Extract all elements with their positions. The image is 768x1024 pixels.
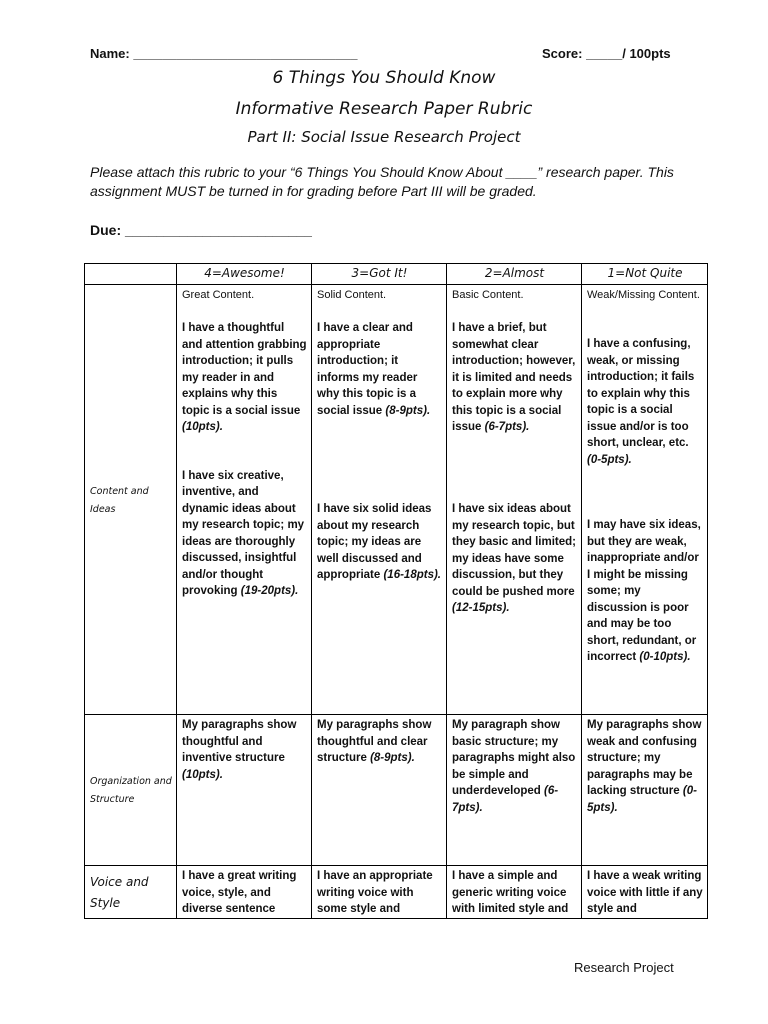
content-row [85, 285, 708, 715]
organization-cell-1: My paragraphs show weak and confusing structure; my paragraphs may be lacking structure (0-5pts). [582, 715, 708, 866]
voice-row [85, 866, 708, 919]
voice-cell-4: I have a great writing voice, style, and diverse sentence [177, 866, 312, 919]
voice-cell-1: I have a weak writing voice with little if any style and [582, 866, 708, 919]
header-blank-cell [85, 264, 177, 285]
organization-row-label: Organization and Structure [85, 715, 177, 866]
name-field-label: Name: _______________________________ [90, 46, 358, 61]
organization-cell-3: My paragraphs show thoughtful and clear structure (8-9pts). [312, 715, 447, 866]
organization-row [85, 715, 708, 866]
category-label: Basic Content. [452, 289, 524, 301]
title-line-3: Part II: Social Issue Research Project [247, 128, 521, 146]
intro-criteria: I have a confusing, weak, or missing introduction; it fails to explain why this topic is a social issue and/or is too short, unclear, etc. (0-5pts). [587, 338, 695, 466]
voice-cell-3: I have an appropriate writing voice with some style and [312, 866, 447, 919]
content-cell-4 [177, 285, 312, 715]
intro-paragraph: Please attach this rubric to your “6 Things You Should Know About ____” research paper. This assignment MUST be turned in for grading before Part III will be graded. [90, 164, 674, 199]
header-score-4: 4=Awesome! [177, 264, 312, 285]
intro-criteria: I have a clear and appropriate introduction; it informs my reader why this topic is a social issue (8-9pts). [317, 322, 431, 417]
intro-criteria: I have a thoughtful and attention grabbing introduction; it pulls my reader in and explains why this topic is a social issue (10pts). [182, 322, 307, 433]
organization-cell-2: My paragraph show basic structure; my paragraphs might also be simple and underdeveloped (6-7pts). [447, 715, 582, 866]
rubric-table [84, 263, 708, 919]
due-date-label: Due: ________________________ [90, 222, 312, 238]
ideas-criteria: I have six ideas about my research topic, but they basic and limited; my ideas have some discussion, but they could be pushed more (12-15pts). [452, 503, 576, 614]
ideas-criteria: I have six solid ideas about my research topic; my ideas are well discussed and appropriate (16-18pts). [317, 503, 441, 581]
header-score-2: 2=Almost [447, 264, 582, 285]
ideas-criteria: I have six creative, inventive, and dynamic ideas about my research topic; my ideas are thoroughly discussed, insightful and/or thought provoking (19-20pts). [182, 469, 305, 597]
voice-row-label: Voice and Style [85, 866, 177, 919]
category-label: Great Content. [182, 289, 255, 301]
footer-label: Research Project [574, 960, 674, 975]
title-line-2: Informative Research Paper Rubric [235, 99, 533, 119]
intro-criteria: I have a brief, but somewhat clear introduction; however, it is limited and needs to explain more why this topic is a social issue (6-7pts). [452, 322, 576, 433]
content-cell-2 [447, 285, 582, 715]
ideas-criteria: I may have six ideas, but they are weak, inappropriate and/or I might be missing some; my discussion is poor and may be too short, redundant, or incorrect (0-10pts). [587, 519, 701, 663]
score-field-label: Score: _____/ 100pts [542, 46, 671, 61]
content-cell-1 [582, 285, 708, 715]
category-label: Solid Content. [317, 289, 387, 301]
title-line-1: 6 Things You Should Know [272, 68, 496, 88]
content-cell-3 [312, 285, 447, 715]
organization-cell-4: My paragraphs show thoughtful and inventive structure (10pts). [177, 715, 312, 866]
category-label: Weak/Missing Content. [587, 289, 700, 301]
voice-cell-2: I have a simple and generic writing voice with limited style and [447, 866, 582, 919]
header-score-3: 3=Got It! [312, 264, 447, 285]
header-score-1: 1=Not Quite [582, 264, 708, 285]
content-row-label: Content and Ideas [85, 285, 177, 715]
header-row [85, 264, 708, 285]
